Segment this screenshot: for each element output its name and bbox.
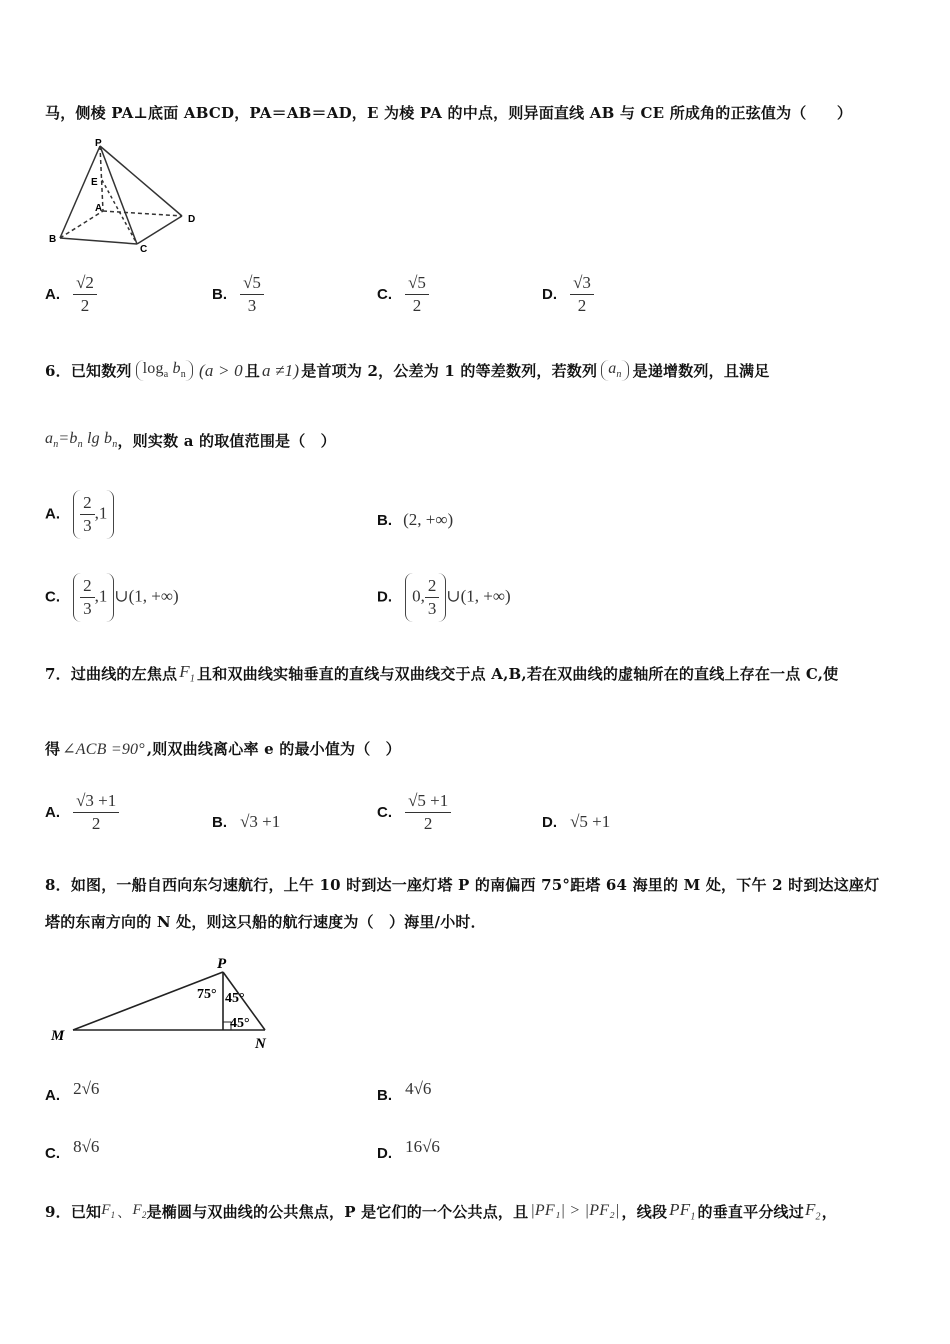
edge-pc (100, 146, 137, 244)
q6-stem-line2: $a_n=b_n$ $\lg b_n$ ，则实数 a 的取值范围是（ ） (45, 430, 336, 451)
edge-cd (137, 216, 182, 244)
label-p: P (217, 956, 227, 972)
label-d: D (188, 214, 196, 225)
edge-pa (100, 146, 103, 211)
edge-pb (60, 146, 103, 238)
label-p: P (95, 138, 102, 149)
q6-an-seq: $a_n$ (601, 360, 628, 380)
q5-stem: 马，侧棱 PA⊥底面 ABCD，PA＝AB＝AD，E 为棱 PA 的中点，则异面直线 AB 与 CE 所成角的正弦值为（ ） (45, 104, 853, 122)
q6-stem-line1: 6．已知数列 $\log_a b_n$ (a > 0 且 a ≠1) 是首项为 2，公差为 1 的等差数列，若数列 $a_n$ 是递增数列，且满足 (45, 360, 770, 381)
label-m: M (51, 1028, 65, 1044)
edge-bc (60, 238, 137, 244)
label-n: N (255, 1036, 266, 1052)
q8-option-c[interactable]: C. 8√6 (45, 1137, 100, 1162)
q8-option-d[interactable]: D. 16√6 (377, 1137, 440, 1162)
label-b: B (49, 234, 57, 245)
q5-option-c[interactable]: C. $\frac{√5}{2}$ (377, 272, 429, 317)
lighthouse-figure (45, 950, 280, 1055)
q6-log-seq: $\log_a b_n$ (136, 360, 193, 380)
q8-option-b[interactable]: B. 4√6 (377, 1079, 432, 1104)
q7-option-d[interactable]: D. √5 +1 (542, 812, 611, 831)
q8-stem-line1: 8．如图，一船自西向东匀速航行，上午 10 时到达一座灯塔 P 的南偏西 75°距塔 64 海里的 M 处，下午 2 时到达这座灯 (45, 876, 880, 894)
edge-ad (103, 211, 182, 216)
q6-option-d[interactable]: D. 0, $\frac{2}{3}$ ∪(1, +∞) (377, 573, 511, 622)
label-e: E (91, 177, 98, 188)
label-c: C (140, 244, 148, 255)
label-angle-45-top: 45° (225, 991, 245, 1006)
label-a: A (95, 203, 103, 214)
q7-option-b[interactable]: B. √3 +1 (212, 812, 281, 831)
edge-pd (100, 146, 182, 216)
q5-option-b[interactable]: B. $\frac{√5}{3}$ (212, 272, 264, 317)
edge-ec (102, 180, 137, 244)
label-angle-45-bottom: 45° (230, 1016, 250, 1031)
q5-option-a[interactable]: A. $\frac{√2}{2}$ (45, 272, 97, 317)
q8-stem-line2: 塔的东南方向的 N 处，则这只船的航行速度为（ ）海里/小时． (45, 913, 486, 931)
q6-option-b[interactable]: B. (2, +∞) (377, 510, 454, 529)
q8-option-a[interactable]: A. 2√6 (45, 1079, 100, 1104)
q5-option-d[interactable]: D. $\frac{√3}{2}$ (542, 272, 594, 317)
q7-option-a[interactable]: A. $\frac{√3 +1}{2}$ (45, 790, 119, 835)
q9-stem: 9．已知 $F_1$ 、 $F_2$ 是椭圆与双曲线的公共焦点，P 是它们的一个公共点，且 |PF₁| > |PF₂| ，线段 $PF_1$ 的垂直平分线过 $F_2$ ， (45, 1200, 837, 1223)
q7-stem-line2: 得 ∠ACB =90° ,则双曲线离心率 e 的最小值为（ ） (45, 740, 401, 758)
q7-option-c[interactable]: C. $\frac{√5 +1}{2}$ (377, 790, 451, 835)
q7-stem-line1: 7．过曲线的左焦点 $F_1$ 且和双曲线实轴垂直的直线与双曲线交于点 A,B,若在双曲线的虚轴所在的直线上存在一点 C,使 (45, 662, 839, 685)
pyramid-figure (45, 138, 210, 256)
q6-option-a[interactable]: A. $\frac{2}{3}$ ,1 (45, 490, 114, 539)
q6-option-c[interactable]: C. $\frac{2}{3}$ ,1 ∪(1, +∞) (45, 573, 179, 622)
label-angle-75: 75° (197, 987, 217, 1002)
